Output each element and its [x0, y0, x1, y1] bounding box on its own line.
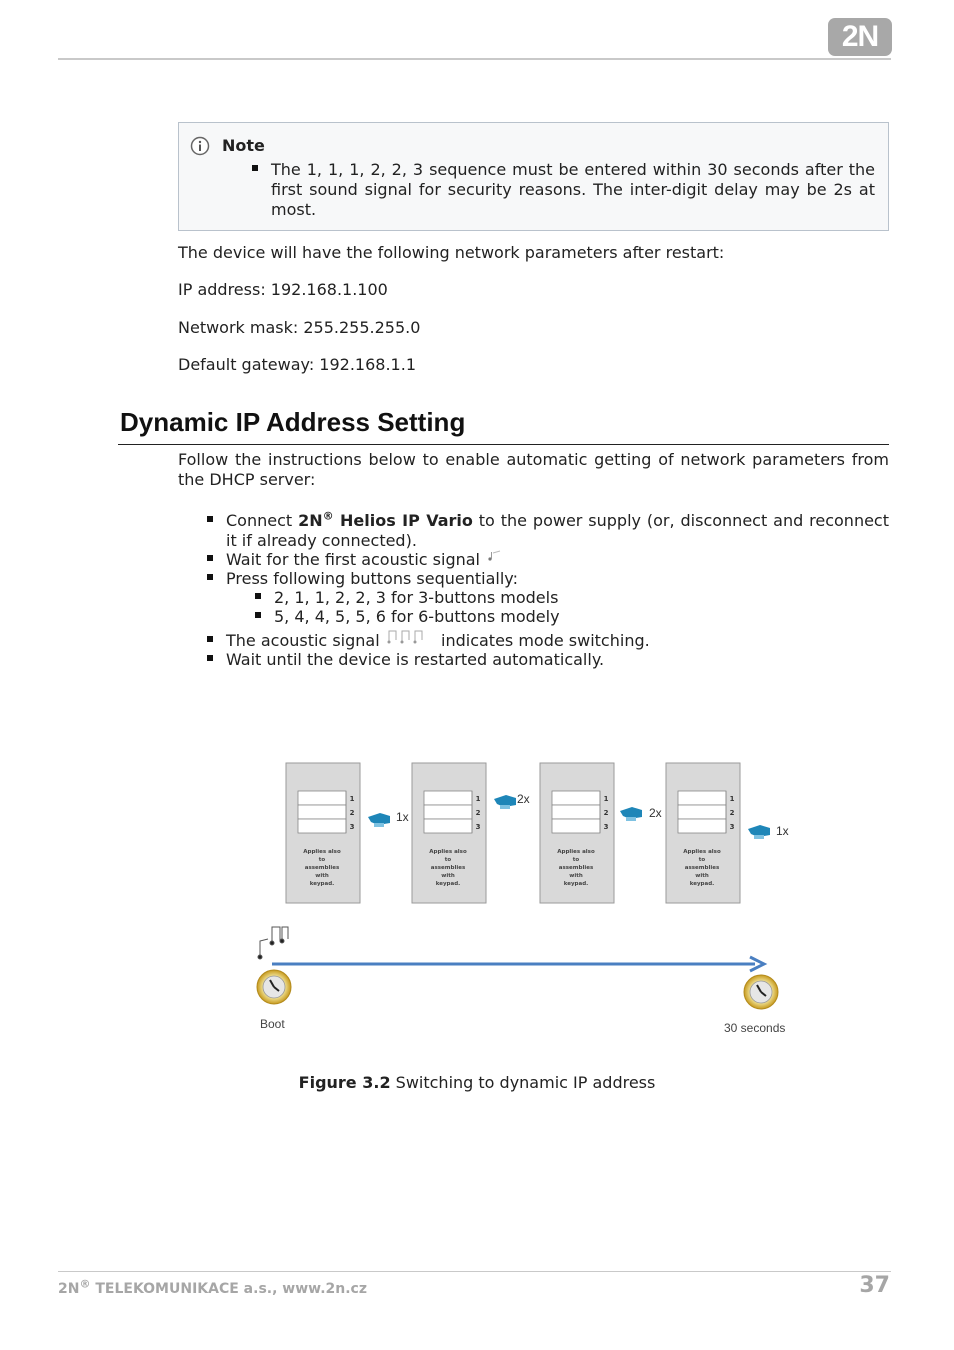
button-number: 1 — [349, 795, 355, 803]
bullet — [207, 555, 213, 561]
panel-text: assemblies — [430, 865, 466, 871]
switching-diagram — [250, 755, 800, 1045]
keypad-panel — [540, 763, 614, 903]
button-number: 2 — [729, 809, 735, 817]
boot-label: Boot — [260, 1017, 285, 1031]
brand-logo: 2N — [828, 18, 892, 56]
press-count: 2x — [649, 806, 662, 820]
note-text: The 1, 1, 1, 2, 2, 3 sequence must be entered within 30 seconds after the first sound signal for security reasons. The inter-digit delay may be 2s at most. — [271, 160, 875, 219]
panel-text: with — [569, 873, 583, 879]
figure-caption: Figure 3.2 Switching to dynamic IP address — [298, 1073, 656, 1092]
button-number: 3 — [729, 823, 735, 831]
button-number: 1 — [729, 795, 735, 803]
panel-text: Applies also — [429, 849, 467, 855]
page-number: 37 — [859, 1273, 890, 1298]
info-icon — [190, 136, 210, 156]
bullet — [207, 636, 213, 642]
step-wait-signal: Wait for the first acoustic signal — [226, 550, 480, 569]
button-number: 2 — [603, 809, 609, 817]
panel-text: to — [698, 857, 706, 863]
panel-text: keypad. — [309, 881, 335, 887]
bullet — [207, 516, 213, 522]
hand-press-icon — [494, 795, 516, 809]
mode-switch-signal-icon — [386, 627, 430, 645]
network-intro: The device will have the following network parameters after restart: — [178, 243, 725, 262]
network-mask: Network mask: 255.255.255.0 — [178, 318, 421, 337]
panel-text: with — [441, 873, 455, 879]
note-title: Note — [222, 136, 265, 155]
header-rule — [58, 58, 891, 60]
bullet — [207, 655, 213, 661]
step-acoustic-pre: The acoustic signal — [226, 631, 380, 650]
keypad-panel — [666, 763, 740, 903]
sound-signal-icon — [487, 549, 503, 563]
panel-text: to — [444, 857, 452, 863]
panel-text: keypad. — [689, 881, 715, 887]
panel-text: assemblies — [684, 865, 720, 871]
ip-address: IP address: 192.168.1.100 — [178, 280, 388, 299]
panel-text: keypad. — [563, 881, 589, 887]
panel-text: assemblies — [558, 865, 594, 871]
step-connect: Connect 2N® Helios IP Vario to the power supply (or, disconnect and reconnect it if already connected). — [226, 509, 889, 550]
press-count: 1x — [776, 824, 789, 838]
button-number: 1 — [475, 795, 481, 803]
step-sub-6buttons: 5, 4, 4, 5, 5, 6 for 6-buttons modely — [274, 607, 560, 626]
step-wait-restart: Wait until the device is restarted automatically. — [226, 650, 605, 669]
note-bullet — [252, 165, 258, 171]
button-number: 3 — [349, 823, 355, 831]
section-heading: Dynamic IP Address Setting — [120, 407, 466, 437]
sub-bullet — [255, 612, 261, 618]
panel-text: Applies also — [557, 849, 595, 855]
footer-company: 2N® TELEKOMUNIKACE a.s., www.2n.cz — [58, 1277, 367, 1297]
panel-text: keypad. — [435, 881, 461, 887]
panel-text: to — [572, 857, 580, 863]
panel-text: with — [315, 873, 329, 879]
step-acoustic-post: indicates mode switching. — [441, 631, 650, 650]
button-number: 3 — [475, 823, 481, 831]
button-number: 1 — [603, 795, 609, 803]
keypad-panel — [286, 763, 360, 903]
step-sub-3buttons: 2, 1, 1, 2, 2, 3 for 3-buttons models — [274, 588, 559, 607]
section-intro: Follow the instructions below to enable automatic getting of network parameters from the DHCP server: — [178, 450, 889, 489]
panel-text: with — [695, 873, 709, 879]
clock-icon — [257, 970, 291, 1004]
default-gateway: Default gateway: 192.168.1.1 — [178, 355, 416, 374]
button-number: 2 — [349, 809, 355, 817]
sub-bullet — [255, 593, 261, 599]
panel-text: Applies also — [683, 849, 721, 855]
hand-press-icon — [748, 825, 770, 839]
panel-text: to — [318, 857, 326, 863]
thirty-seconds-label: 30 seconds — [724, 1021, 786, 1035]
button-number: 3 — [603, 823, 609, 831]
clock-icon — [744, 975, 778, 1009]
button-number: 2 — [475, 809, 481, 817]
heading-rule — [118, 444, 889, 445]
panel-text: Applies also — [303, 849, 341, 855]
hand-press-icon — [368, 813, 390, 827]
footer-rule — [58, 1271, 891, 1272]
hand-press-icon — [620, 807, 642, 821]
step-press: Press following buttons sequentially: — [226, 569, 518, 588]
press-count: 2x — [517, 792, 530, 806]
panel-text: assemblies — [304, 865, 340, 871]
bullet — [207, 574, 213, 580]
sound-signal-icon — [258, 927, 288, 959]
keypad-panel — [412, 763, 486, 903]
press-count: 1x — [396, 810, 409, 824]
